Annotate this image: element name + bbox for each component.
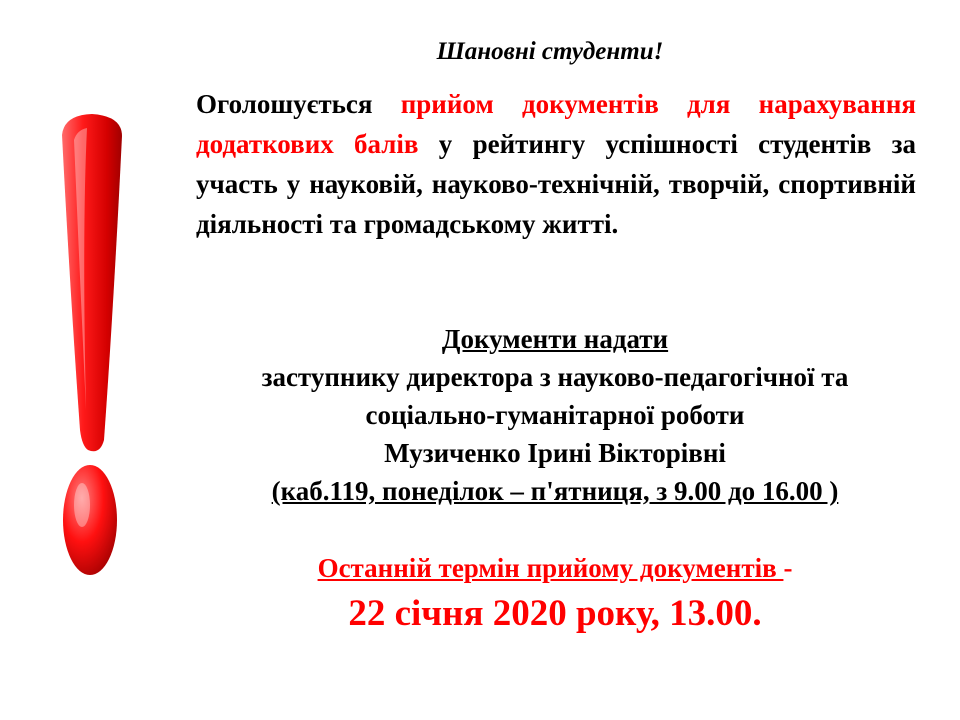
deadline-label-line: [180, 548, 930, 588]
deadline-block: [180, 548, 930, 640]
exclamation-dot: [63, 465, 117, 575]
deadline-dash: -: [783, 553, 793, 583]
announcement-highlight: прийом документів для нарахування додаткових балів: [196, 89, 916, 159]
exclamation-bar: [62, 114, 122, 451]
recipient-name: Музиченко Ірині Вікторівні: [384, 438, 726, 468]
deadline-date: 22 січня 2020 року, 13.00.: [348, 593, 762, 634]
office-hours: (каб.119, понеділок – п'ятниця, з 9.00 до 16.00 ): [271, 476, 839, 506]
deadline-label: Останній термін прийому документів: [317, 553, 784, 583]
announcement-text-end: у рейтингу успішності студентів за участь у науковій, науково-технічній, творчій, спортивній діяльності та громадському житті.: [196, 129, 916, 239]
recipient-position-line1: заступнику директора з науково-педагогічної та: [261, 362, 849, 392]
recipient-position-line2: соціально-гуманітарної роботи: [365, 400, 745, 430]
announcement-paragraph: [196, 84, 916, 244]
greeting-heading: Шановні студенти!: [436, 38, 664, 65]
instructions-title: Документи надати: [441, 324, 669, 354]
announcement-text-start: Оголошується: [196, 89, 401, 119]
submission-instructions: [180, 320, 930, 510]
exclamation-mark-icon: [52, 110, 132, 580]
